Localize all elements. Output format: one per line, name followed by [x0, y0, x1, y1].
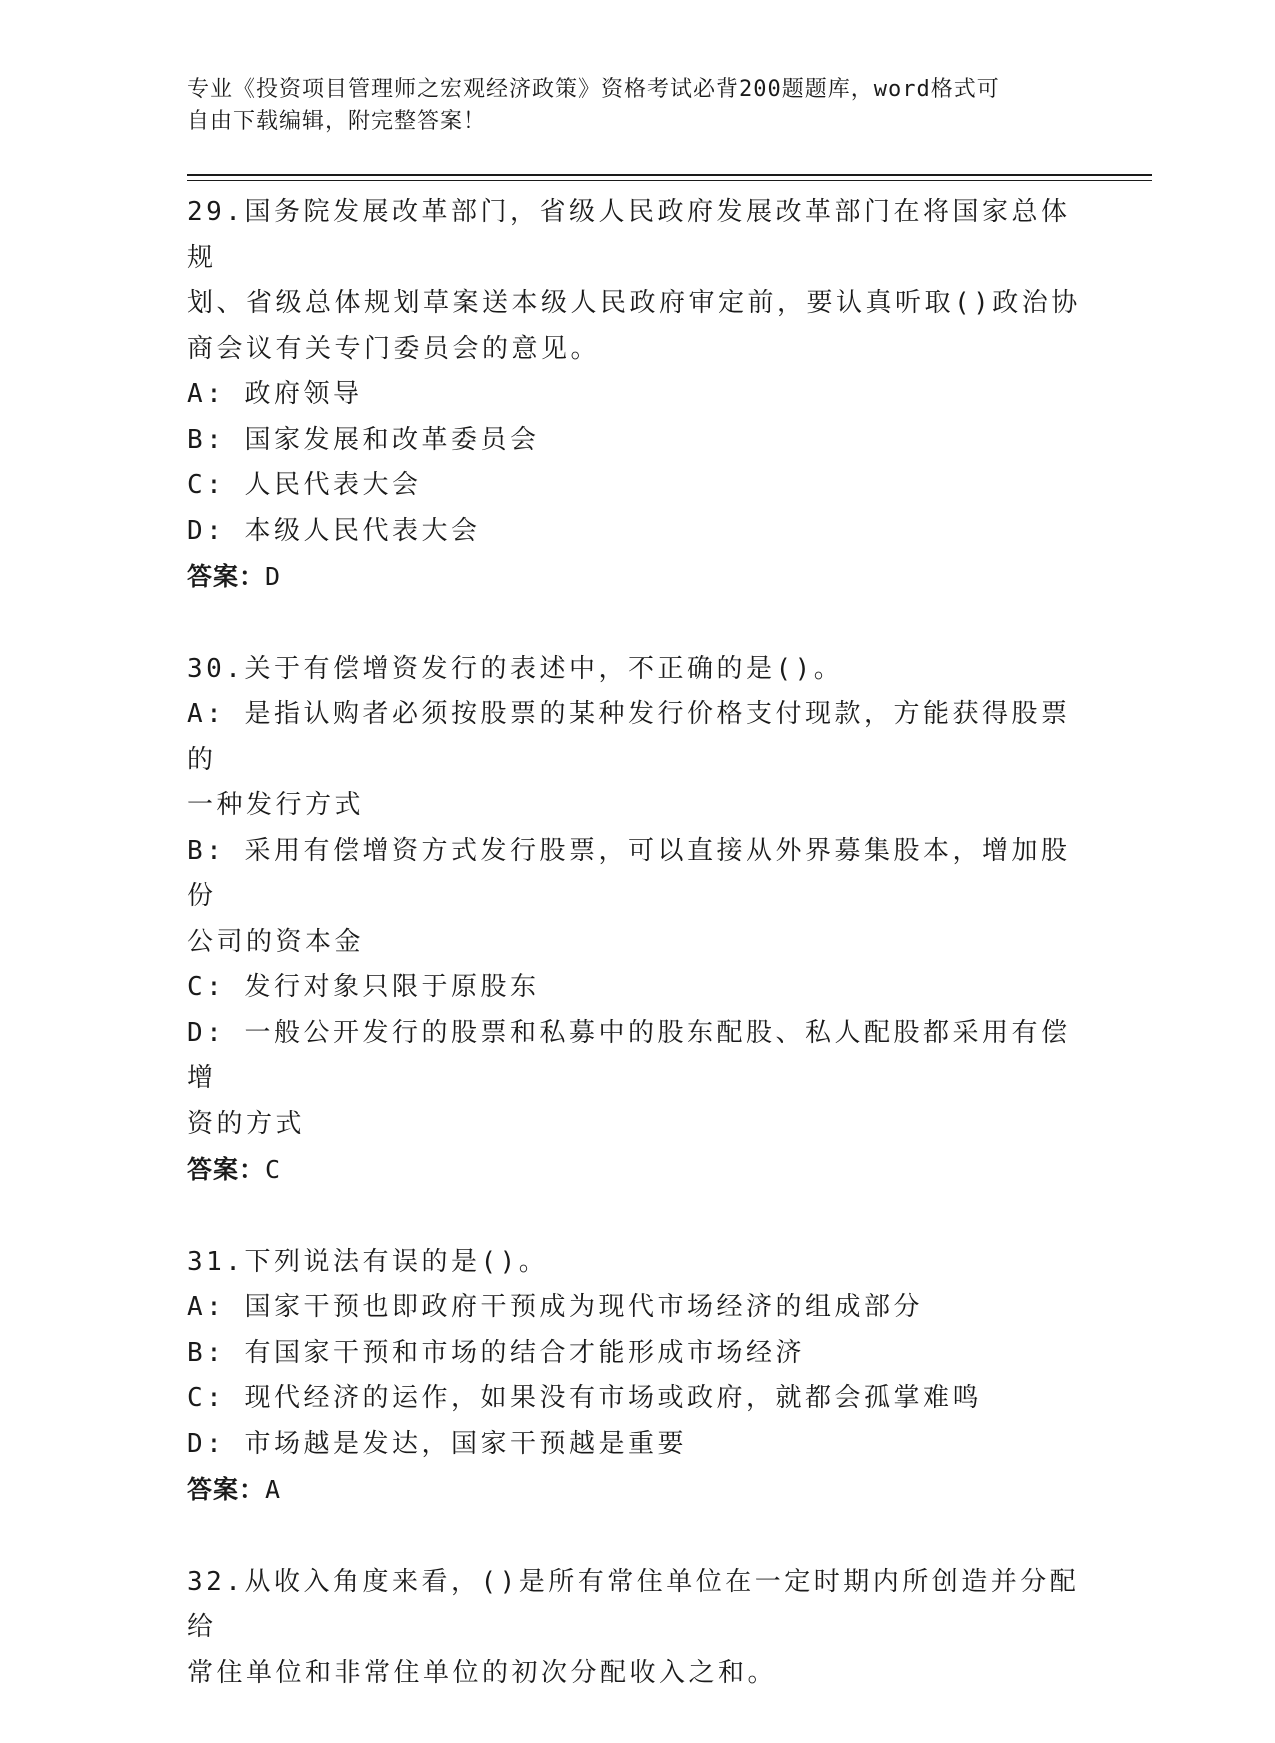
- question-stem-line: 常住单位和非常住单位的初次分配收入之和。: [187, 1657, 778, 1688]
- answer-key: [187, 1147, 1087, 1193]
- answer-option: [187, 1331, 1087, 1377]
- question-stem-line: 30.关于有偿增资发行的表述中，不正确的是()。: [187, 653, 844, 684]
- answer-option: [187, 1376, 1087, 1422]
- answer-option: [187, 965, 1087, 1011]
- question-block: [187, 1240, 1087, 1513]
- answer-label: 答案：: [187, 1475, 266, 1504]
- answer-key: [187, 1467, 1087, 1513]
- answer-option: [187, 509, 1087, 555]
- answer-label: 答案：: [187, 562, 266, 591]
- header-line: 自由下载编辑，附完整答案！: [187, 109, 487, 134]
- answer-key: [187, 554, 1087, 600]
- answer-option: [187, 829, 1087, 966]
- answer-option: [187, 463, 1087, 509]
- answer-option-line: B: 有国家干预和市场的结合才能形成市场经济: [187, 1337, 805, 1368]
- answer-option: [187, 372, 1087, 418]
- question-block: [187, 1560, 1087, 1697]
- answer-option-line: A: 政府领导: [187, 379, 363, 409]
- answer-option-line: A: 是指认购者必须按股票的某种发行价格支付现款，方能获得股票的: [187, 699, 1071, 775]
- header-rule-secondary: [187, 180, 1152, 181]
- header-rule: [187, 174, 1152, 176]
- question-stem-line: 29.国务院发展改革部门，省级人民政府发展改革部门在将国家总体规: [187, 197, 1071, 273]
- question-list: [187, 190, 1087, 1743]
- answer-option-line: D: 本级人民代表大会: [187, 515, 481, 546]
- answer-option: [187, 1422, 1087, 1468]
- answer-option-line: C: 现代经济的运作，如果没有市场或政府，就都会孤掌难鸣: [187, 1383, 982, 1413]
- question-block: [187, 647, 1087, 1193]
- answer-option-line: D: 一般公开发行的股票和私募中的股东配股、私人配股都采用有偿增: [187, 1017, 1071, 1093]
- header-line: 专业《投资项目管理师之宏观经济政策》资格考试必背200题题库，word格式可: [187, 77, 1000, 102]
- answer-option: [187, 418, 1087, 464]
- answer-value: A: [265, 1475, 282, 1504]
- answer-option-line: A: 国家干预也即政府干预成为现代市场经济的组成部分: [187, 1292, 923, 1322]
- answer-option: [187, 692, 1087, 829]
- answer-option-line: B: 采用有偿增资方式发行股票，可以直接从外界募集股本，增加股份: [187, 835, 1071, 911]
- document-header: [187, 74, 1087, 138]
- answer-option-line: B: 国家发展和改革委员会: [187, 424, 540, 455]
- answer-option-line: C: 发行对象只限于原股东: [187, 972, 540, 1002]
- answer-option-line: 资的方式: [187, 1108, 306, 1139]
- answer-value: C: [265, 1155, 282, 1184]
- answer-value: D: [265, 562, 282, 591]
- question-stem-line: 划、省级总体规划草案送本级人民政府审定前，要认真听取()政治协: [187, 288, 1081, 318]
- question-block: [187, 190, 1087, 600]
- question-stem-line: 32.从收入角度来看，()是所有常住单位在一定时期内所创造并分配给: [187, 1566, 1080, 1642]
- question-stem-line: 31.下列说法有误的是()。: [187, 1246, 549, 1277]
- answer-option: [187, 1011, 1087, 1148]
- answer-option-line: D: 市场越是发达，国家干预越是重要: [187, 1428, 687, 1459]
- answer-option: [187, 1285, 1087, 1331]
- answer-option-line: 一种发行方式: [187, 790, 365, 820]
- answer-option-line: C: 人民代表大会: [187, 470, 422, 500]
- answer-option-line: 公司的资本金: [187, 926, 365, 957]
- question-stem-line: 商会议有关专门委员会的意见。: [187, 333, 601, 364]
- answer-label: 答案：: [187, 1155, 266, 1184]
